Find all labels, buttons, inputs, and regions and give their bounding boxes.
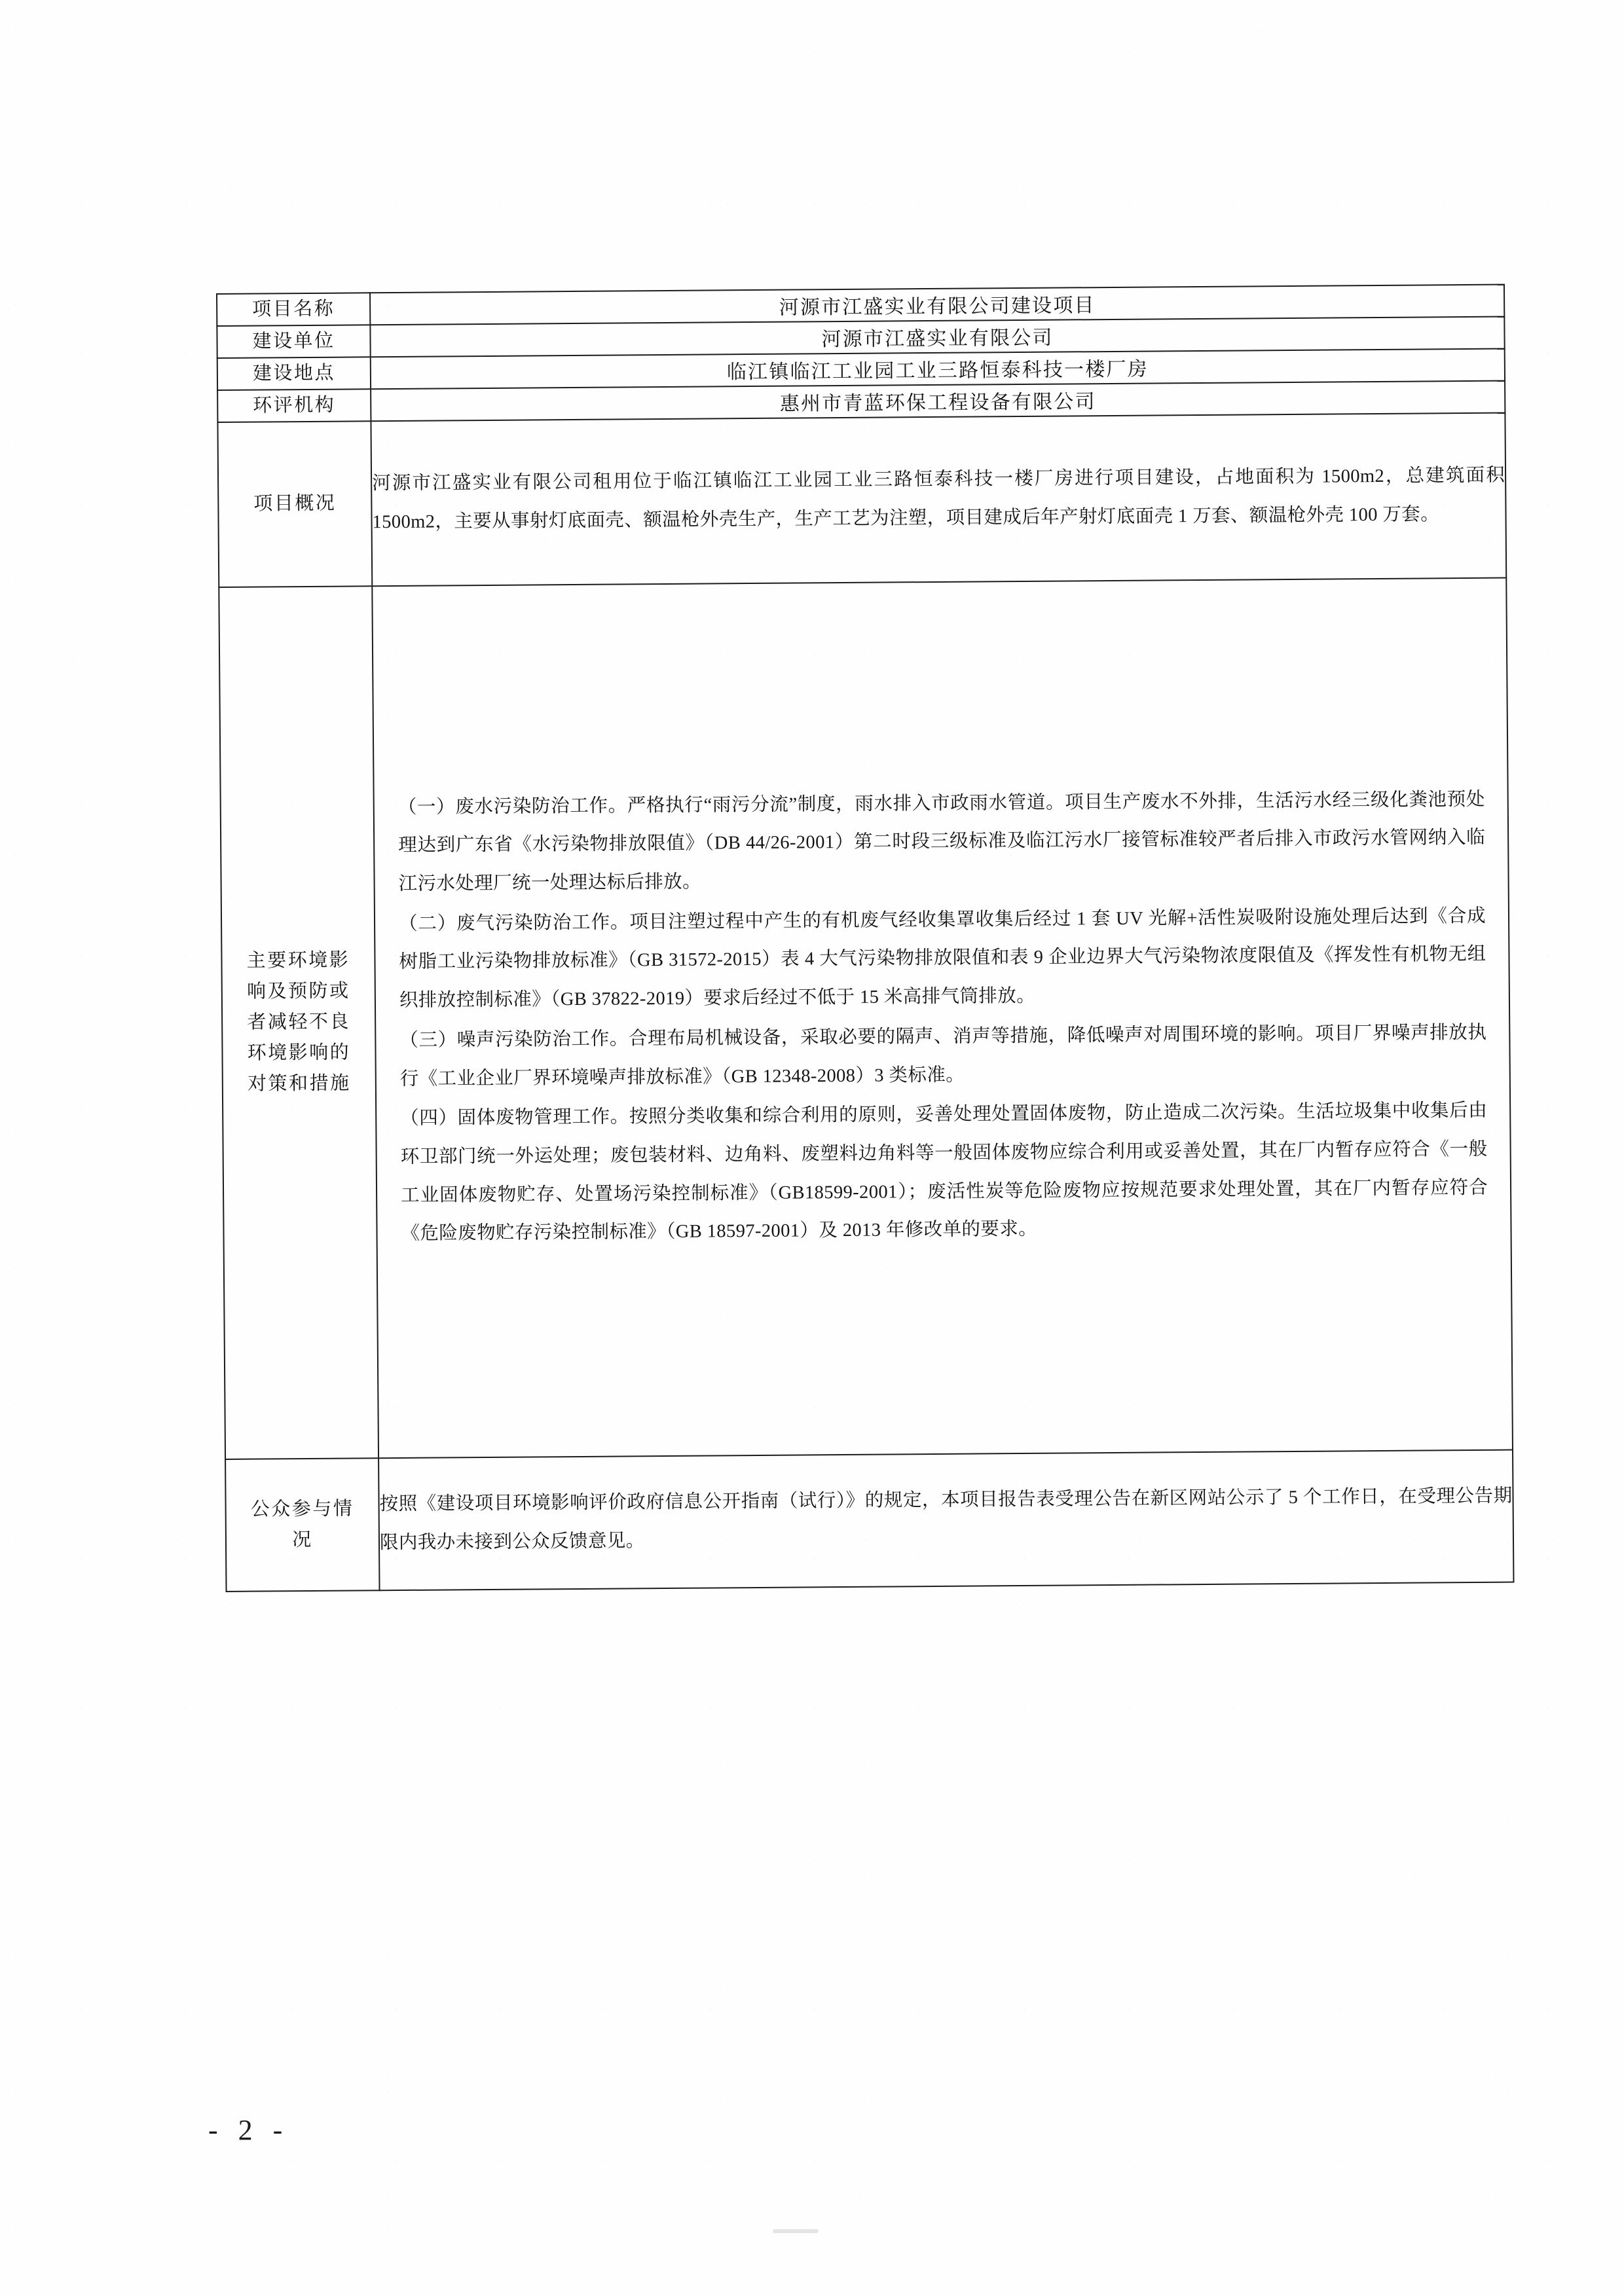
row-value-eia-agency: 惠州市青蓝环保工程设备有限公司 xyxy=(371,380,1505,421)
row-label-construction-site xyxy=(217,357,371,390)
label-line: 项目名称 xyxy=(252,298,335,320)
table-body xyxy=(217,285,1513,1592)
row-label-project-name xyxy=(217,293,370,326)
table-row-environmental-measures xyxy=(219,577,1513,1459)
row-label-construction-unit xyxy=(217,325,370,358)
table-row-project-overview xyxy=(217,412,1506,587)
row-label-eia-agency xyxy=(217,389,371,422)
label-line: 公众参与情 xyxy=(250,1498,354,1520)
row-label-project-overview xyxy=(217,421,372,587)
row-label-environmental-measures xyxy=(219,586,378,1459)
label-line: 环评机构 xyxy=(253,394,336,416)
row-value-project-overview xyxy=(371,412,1506,586)
label-line: 者减轻不良 xyxy=(247,1011,351,1034)
row-value-public-participation xyxy=(378,1449,1513,1590)
label-line: 环境影响的 xyxy=(247,1042,351,1065)
row-label-public-participation xyxy=(225,1458,379,1592)
label-line: 项目概况 xyxy=(253,493,337,515)
measures-text-block xyxy=(375,780,1511,1254)
row-value-project-name: 河源市江盛实业有限公司建设项目 xyxy=(370,285,1504,325)
measure-paragraph-waste-gas: （二）废气污染防治工作。项目注塑过程中产生的有机废气经收集罩收集后经过 1 套 UV 光解+活性炭吸附设施处理后达到《合成树脂工业污染物排放标准》（GB 31572-2015）表 4 大气污染物排放限值和表 9 企业边界大气污染物浓度限值及《挥发性有机物无组织排放控制标准》（GB 37822-2019）要求后经过不低于 15 米高排气筒排放。 xyxy=(398,905,1486,1011)
eia-approval-table xyxy=(216,284,1514,1592)
public-participation-paragraph: 按照《建设项目环境影响评价政府信息公开指南（试行）》的规定，本项目报告表受理公告在新区网站公示了 5 个工作日，在受理公告期限内我办未接到公众反馈意见。 xyxy=(379,1485,1513,1554)
label-line: 建设地点 xyxy=(252,362,336,384)
row-value-construction-unit: 河源市江盛实业有限公司 xyxy=(370,317,1504,357)
page-number-footer: - 2 - xyxy=(208,2114,289,2146)
scan-smudge xyxy=(773,2229,819,2233)
label-line: 况 xyxy=(292,1529,313,1551)
overview-paragraph: 河源市江盛实业有限公司租用位于临江镇临江工业园工业三路恒泰科技一楼厂房进行项目建设，占地面积为 1500m2，总建筑面积 1500m2，主要从事射灯底面壳、额温枪外壳生产，生产工艺为注塑，项目建成后年产射灯底面壳 1 万套、额温枪外壳 100 万套。 xyxy=(372,465,1505,533)
measure-paragraph-wastewater: （一）废水污染防治工作。严格执行“雨污分流”制度，雨水排入市政雨水管道。项目生产废水不外排，生活污水经三级化粪池预处理达到广东省《水污染物排放限值》（DB 44/26-2001）第二时段三级标准及临江污水厂接管标准较严者后排入市政污水管网纳入临江污水处理厂统一处理达标后排放。 xyxy=(397,789,1486,895)
eia-approval-table-wrapper xyxy=(216,284,1513,1592)
label-line: 建设单位 xyxy=(252,330,335,352)
table-row-public-participation xyxy=(225,1449,1513,1591)
measure-paragraph-noise: （三）噪声污染防治工作。合理布局机械设备，采取必要的隔声、消声等措施，降低噪声对周围环境的影响。项目厂界噪声排放执行《工业企业厂界环境噪声排放标准》（GB 12348-2008）3 类标准。 xyxy=(399,1022,1487,1089)
row-value-construction-site: 临江镇临江工业园工业三路恒泰科技一楼厂房 xyxy=(371,349,1505,390)
label-line: 对策和措施 xyxy=(247,1072,351,1095)
label-line: 主要环境影 xyxy=(246,949,350,972)
row-value-environmental-measures xyxy=(372,577,1513,1458)
label-line: 响及预防或 xyxy=(246,980,350,1003)
measure-paragraph-solid-waste: （四）固体废物管理工作。按照分类收集和综合利用的原则，妥善处理处置固体废物，防止造成二次污染。生活垃圾集中收集后由环卫部门统一外运处理；废包装材料、边角料、废塑料边角料等一般固体废物应综合利用或妥善处置，其在厂内暂存应符合《一般工业固体废物贮存、处置场污染控制标准》（GB18599-2001）；废活性炭等危险废物应按规范要求处理处置，其在厂内暂存应符合《危险废物贮存污染控制标准》（GB 18597-2001）及 2013 年修改单的要求。 xyxy=(400,1101,1488,1245)
